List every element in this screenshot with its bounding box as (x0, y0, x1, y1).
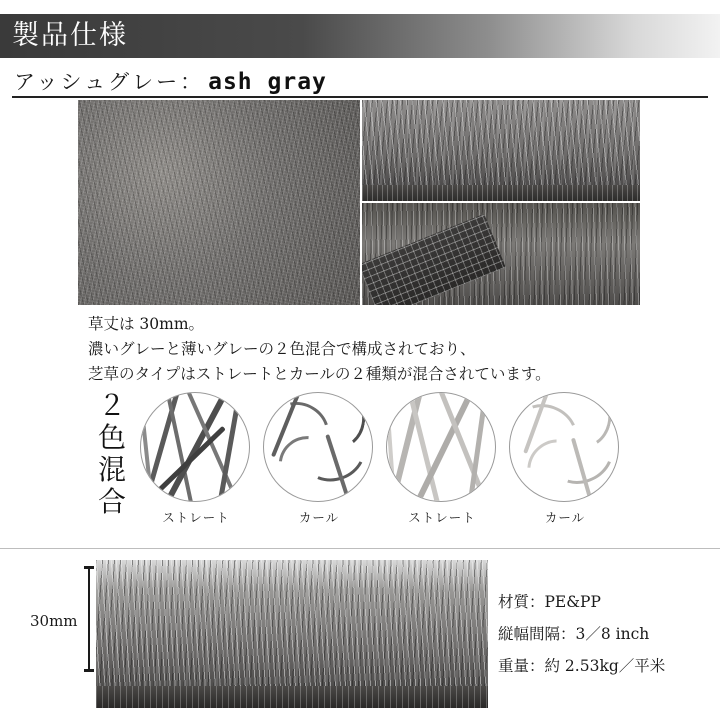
description-line-1: 草丈は 30mm。 (88, 315, 205, 333)
section-divider (0, 548, 720, 549)
height-measure-bar (84, 566, 94, 672)
color-name-row (14, 66, 327, 96)
spec-gauge: 縦幅間隔：3／8 inch (498, 625, 650, 643)
page-title: 製品仕様 (12, 20, 128, 51)
blade-circle-3 (509, 392, 619, 502)
color-name-en: ash gray (208, 69, 327, 95)
blade-sample-2 (386, 392, 498, 526)
blade-caption-2: ストレート (408, 510, 476, 525)
blade-caption-3: カール (544, 510, 586, 525)
spec-list (498, 586, 665, 682)
spec-weight: 重量：約 2.53kg／平米 (498, 657, 666, 675)
blade-sample-circles (140, 392, 620, 532)
blade-sample-0 (140, 392, 252, 526)
blade-caption-1: カール (298, 510, 340, 525)
description-line-3: 芝草のタイプはストレートとカールの２種類が混合されています。 (88, 365, 551, 383)
turf-profile-photo (96, 560, 488, 708)
turf-side-view-photo (362, 100, 640, 201)
photo-gallery (78, 100, 640, 305)
blade-illustration-curl-dark (264, 393, 372, 501)
turf-profile-backing (96, 686, 488, 708)
blade-circle-2 (386, 392, 496, 502)
measure-cap-bottom (84, 669, 94, 672)
turf-top-view-photo (78, 100, 360, 305)
blade-illustration-curl-light (510, 393, 618, 501)
turf-rolled-edge-photo (362, 203, 640, 305)
two-color-mix-label: ２色混合 (97, 389, 126, 518)
blade-sample-1 (263, 392, 375, 526)
measure-line (88, 566, 90, 672)
blade-illustration-straight-light (387, 393, 495, 501)
turf-roll-texture (362, 203, 640, 305)
blade-sample-3 (509, 392, 621, 526)
blade-circle-1 (263, 392, 373, 502)
title-underline (12, 96, 708, 98)
blade-circle-0 (140, 392, 250, 502)
turf-mesh-backing (362, 214, 506, 305)
description-text (88, 312, 688, 387)
turf-backing (362, 185, 640, 201)
turf-side-texture (362, 100, 640, 201)
height-measure-label: 30mm (30, 612, 78, 630)
spec-material: 材質：PE&PP (498, 593, 601, 611)
turf-top-texture (78, 100, 360, 305)
turf-profile-texture (96, 560, 488, 708)
color-name-jp: アッシュグレー： (14, 70, 205, 94)
blade-illustration-straight-dark (141, 393, 249, 501)
description-line-2: 濃いグレーと薄いグレーの２色混合で構成されており、 (88, 340, 476, 358)
blade-caption-0: ストレート (162, 510, 230, 525)
